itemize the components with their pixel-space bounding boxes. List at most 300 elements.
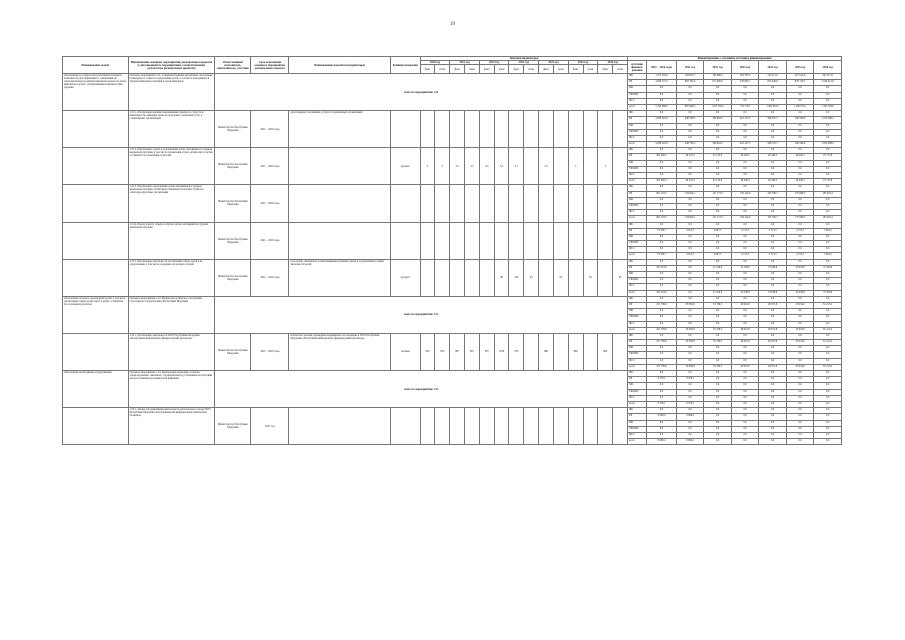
header-task: Наименование задачи (63, 57, 129, 74)
finance-source: ФБ (628, 408, 647, 414)
finance-value: 33 478,7 (647, 253, 677, 259)
finance-value: 46 523,2 (676, 179, 704, 185)
finance-source: всего (628, 290, 647, 296)
finance-value: 0,0 (786, 234, 814, 240)
finance-source: ФСС (628, 284, 647, 290)
finance-value: 0,0 (731, 408, 759, 414)
header-plan: план (524, 65, 539, 74)
finance-value: 0,0 (786, 420, 814, 426)
finance-value: 0,0 (786, 389, 814, 395)
finance-value: 81 213,2 (814, 327, 842, 333)
finance-value: 46 446,5 (731, 154, 759, 160)
finance-value: 0,0 (759, 173, 787, 179)
finance-value: 0,0 (731, 241, 759, 247)
finance-value: 961 193,7 (647, 216, 677, 222)
finance-source: ФСС (628, 210, 647, 216)
finance-value: 0,0 (731, 371, 759, 377)
finance-value: 0,0 (704, 296, 732, 302)
finance-value: 23 539,8 (731, 265, 759, 271)
finance-value: 0,0 (704, 111, 732, 117)
finance-value: 1 049 412,8 (814, 80, 842, 86)
indicator-value: 3,5 (450, 148, 465, 185)
finance-value: 0,0 (704, 222, 732, 228)
indicator-value: 3,5 (465, 148, 480, 185)
indicator-value (420, 185, 435, 222)
finance-value: 0,0 (759, 383, 787, 389)
finance-value: 4 713,3 (786, 228, 814, 234)
finance-value: 0,0 (676, 197, 704, 203)
task-cell (63, 408, 129, 445)
finance-value: 8 999,4 (676, 439, 704, 445)
finance-value: 23 934,0 (786, 302, 814, 308)
finance-value: 0,0 (704, 377, 732, 383)
finance-value: 0,0 (786, 210, 814, 216)
header-fin-year: 2021 – 2026 годы (647, 61, 677, 74)
finance-value: 0,0 (759, 389, 787, 395)
indicator-value (479, 111, 494, 148)
finance-value: 185 202,2 (814, 191, 842, 197)
finance-value: 0,0 (676, 241, 704, 247)
finance-value: 0,0 (647, 371, 677, 377)
finance-value: 961 193,7 (647, 191, 677, 197)
task-cell: Обеспечение доступной консультативной помощи и возможности для эффективного совершения ею образовательных и реабилитационных процессов детей-инвалидов и детей с ограниченными возможностями здоровья (63, 74, 129, 111)
program-table-body (63, 74, 842, 445)
task-cell: Обеспечение необходимым оборудованием (63, 371, 129, 408)
indicator-cell (289, 148, 391, 185)
finance-value: 0,0 (786, 395, 814, 401)
indicator-value: 880 (568, 333, 583, 370)
indicator-value (450, 222, 465, 259)
indicator-value: 850 (420, 333, 435, 370)
finance-value: 0,0 (704, 234, 732, 240)
finance-value: 0,0 (814, 92, 842, 98)
finance-value: 0,0 (786, 278, 814, 284)
finance-value: 0,0 (759, 284, 787, 290)
header-unit: Единица измерения (390, 57, 420, 74)
finance-value: 0,0 (759, 129, 787, 135)
indicator-value (450, 408, 465, 445)
finance-value: 0,0 (731, 401, 759, 407)
header-fin-year: 2026 год (814, 61, 842, 74)
indicator-value (539, 111, 554, 148)
finance-value: 46 910,8 (731, 364, 759, 370)
finance-source: РБ (628, 191, 647, 197)
finance-value: 0,0 (786, 222, 814, 228)
header-plan: план (613, 65, 628, 74)
executor-cell: Министерство Республики Мордовия (215, 185, 251, 222)
finance-value: 0,0 (814, 222, 842, 228)
finance-source: ФСС (628, 395, 647, 401)
measure-total-label: всего по мероприятию 1.21 (215, 74, 628, 111)
finance-value: 23 938,8 (786, 265, 814, 271)
finance-value: 0,0 (786, 185, 814, 191)
finance-value: 0,0 (704, 395, 732, 401)
finance-value: 0,0 (814, 278, 842, 284)
finance-value: 0,0 (647, 98, 677, 104)
indicator-value (479, 259, 494, 296)
indicator-value: 95 (583, 259, 598, 296)
finance-source: МБ (628, 346, 647, 352)
finance-value: 0,0 (676, 259, 704, 265)
finance-value: 227 914,6 (786, 74, 814, 80)
finance-source: ФБ (628, 185, 647, 191)
finance-value: 0,0 (704, 166, 732, 172)
finance-value: 0,0 (647, 203, 677, 209)
indicator-cell: доля граждан, получивших услуги в стационарных организациях (289, 111, 391, 148)
finance-value: 0,0 (759, 401, 787, 407)
finance-value: 251 709,8 (647, 302, 677, 308)
indicator-value (553, 111, 568, 148)
indicator-value (598, 222, 613, 259)
finance-value: 0,0 (647, 86, 677, 92)
indicator-value (568, 222, 583, 259)
finance-value: 0,0 (759, 203, 787, 209)
indicator-value: 95 (524, 259, 539, 296)
finance-value: 0,0 (814, 321, 842, 327)
indicator-value (509, 408, 524, 445)
measure-cell: 1.23.1. Здание для размещения центрального регионального склада ГБУЗ Республики Мордовия «Республиканская инфекционная клиническая больница» (128, 408, 215, 445)
finance-source: РБ (628, 265, 647, 271)
finance-value: 0,0 (814, 333, 842, 339)
finance-value: 0,0 (814, 309, 842, 315)
finance-value: 0,0 (814, 129, 842, 135)
finance-value: 692 792,6 (676, 80, 704, 86)
finance-value: 0,0 (786, 296, 814, 302)
finance-value: 0,0 (647, 426, 677, 432)
finance-value: 0,0 (676, 111, 704, 117)
finance-value: 0,0 (676, 123, 704, 129)
indicator-cell (289, 222, 391, 259)
finance-value: 0,0 (759, 333, 787, 339)
finance-value: 0,0 (786, 173, 814, 179)
finance-value: 0,0 (704, 210, 732, 216)
finance-value: 81 123,8 (704, 154, 732, 160)
indicator-value (568, 259, 583, 296)
finance-value: 0,0 (704, 358, 732, 364)
finance-source: МБ (628, 309, 647, 315)
indicator-value (524, 222, 539, 259)
task-cell (63, 259, 129, 296)
task-cell (63, 148, 129, 185)
finance-value: 0,0 (704, 401, 732, 407)
indicator-value (583, 222, 598, 259)
finance-value: 0,0 (786, 203, 814, 209)
finance-value: 817 696,0 (704, 80, 732, 86)
finance-source: МБ (628, 86, 647, 92)
finance-source: РБ (628, 154, 647, 160)
finance-value: 0,0 (786, 346, 814, 352)
finance-value: 0,0 (676, 210, 704, 216)
finance-value: 46 523,2 (676, 154, 704, 160)
finance-value: 732 778,3 (731, 104, 759, 110)
finance-value: 0,0 (647, 173, 677, 179)
indicator-value (450, 111, 465, 148)
finance-value: 1 050 088,2 (814, 117, 842, 123)
finance-value: 0,0 (814, 346, 842, 352)
indicator-value (465, 111, 480, 148)
finance-value: 26 675,8 (759, 302, 787, 308)
indicator-value: 95 (553, 259, 568, 296)
finance-value: 0,0 (786, 408, 814, 414)
finance-value: 0,0 (731, 315, 759, 321)
finance-value: 0,0 (731, 432, 759, 438)
finance-value: 0,0 (759, 296, 787, 302)
finance-value: 185 202,2 (814, 216, 842, 222)
finance-value: 0,0 (676, 203, 704, 209)
finance-value: 0,0 (786, 439, 814, 445)
finance-source: МБ (628, 234, 647, 240)
header-plan: план (435, 65, 450, 74)
finance-source: ТФОМС (628, 129, 647, 135)
indicator-value (494, 185, 509, 222)
finance-value: 0,0 (704, 148, 732, 154)
finance-value: 0,0 (731, 166, 759, 172)
unit-cell (390, 408, 420, 445)
finance-value: 0,0 (731, 426, 759, 432)
indicator-value (450, 259, 465, 296)
finance-value: 0,0 (814, 420, 842, 426)
finance-value: 251 709,8 (647, 327, 677, 333)
indicator-value: 3,7 (509, 148, 524, 185)
indicator-value: 870 (479, 333, 494, 370)
finance-value: 81 213,2 (814, 302, 842, 308)
finance-source: ТФОМС (628, 166, 647, 172)
header-plan: план (553, 65, 568, 74)
measure-cell: Основное мероприятие 1.22. Медико-биологическое обеспечение спортсменов сборных команд Республики Мордовия (128, 296, 215, 333)
finance-source: ФСС (628, 432, 647, 438)
finance-value: 0,0 (676, 432, 704, 438)
finance-value: 0,0 (731, 210, 759, 216)
finance-value: 0,0 (676, 234, 704, 240)
executor-cell: Министерство Республики Мордовия (215, 111, 251, 148)
finance-source: ФСС (628, 247, 647, 253)
finance-value: 0,0 (704, 371, 732, 377)
finance-value: 0,0 (704, 408, 732, 414)
indicator-value (553, 222, 568, 259)
finance-value: 0,0 (786, 401, 814, 407)
finance-value: 0,0 (647, 420, 677, 426)
finance-value: 0,0 (647, 432, 677, 438)
finance-value: 0,0 (704, 439, 732, 445)
indicator-value (494, 222, 509, 259)
finance-value: 0,0 (786, 315, 814, 321)
indicator-value (613, 333, 628, 370)
finance-source: ТФОМС (628, 92, 647, 98)
finance-value: 0,0 (731, 346, 759, 352)
finance-value: 0,0 (704, 197, 732, 203)
finance-value: 0,0 (759, 272, 787, 278)
finance-value: 0,0 (759, 210, 787, 216)
indicator-value (524, 148, 539, 185)
finance-source: всего (628, 327, 647, 333)
finance-value: 0,0 (814, 111, 842, 117)
finance-value: 0,0 (814, 148, 842, 154)
finance-value: 26 675,8 (759, 364, 787, 370)
finance-value: 0,0 (676, 86, 704, 92)
finance-value: 0,0 (814, 426, 842, 432)
period-cell: 2021 – 2026 годы (251, 222, 289, 259)
executor-cell: Министерство Республики Мордовия (215, 148, 251, 185)
finance-value: 0,0 (676, 92, 704, 98)
finance-value: 0,0 (647, 111, 677, 117)
finance-value: 0,0 (647, 389, 677, 395)
finance-value: 0,0 (786, 426, 814, 432)
finance-value: 0,0 (814, 401, 842, 407)
measure-cell: 1.21.1. Обеспечение жилыми помещениями граждан по старости и инвалидности, имеющих право на получение социальных услуг в стационарных организациях (128, 111, 215, 148)
finance-value: 0,0 (759, 185, 787, 191)
finance-value: 0,0 (676, 98, 704, 104)
finance-value: 1 106 074,1 (786, 104, 814, 110)
finance-value: 0,0 (647, 92, 677, 98)
finance-source: всего (628, 216, 647, 222)
finance-value: 0,0 (647, 129, 677, 135)
measure-cell: Основное мероприятие 1.23. Капитальные вложения в объекты здравоохранения, связанные с профилактикой и устранением последствий распространения коронавирусной инфекции (128, 371, 215, 408)
period-cell: 2021 – 2026 годы (251, 148, 289, 185)
finance-value: 396 664,3 (704, 142, 732, 148)
indicator-value (465, 408, 480, 445)
indicator-value (465, 185, 480, 222)
header-fact: факт (450, 65, 465, 74)
finance-value: 0,0 (647, 197, 677, 203)
finance-value: 887 848,3 (676, 104, 704, 110)
finance-value: 0,0 (676, 321, 704, 327)
finance-source: РБ (628, 228, 647, 234)
finance-value: 596 566,9 (786, 142, 814, 148)
finance-value: 0,0 (704, 321, 732, 327)
indicator-value (420, 111, 435, 148)
finance-value: 81 213,2 (814, 364, 842, 370)
finance-value: 0,0 (731, 377, 759, 383)
indicator-value (568, 111, 583, 148)
finance-value: 0,0 (759, 247, 787, 253)
finance-source: ФБ (628, 74, 647, 80)
finance-value: 147 173,3 (704, 191, 732, 197)
finance-value: 1 275 304,0 (647, 74, 677, 80)
finance-value: 0,0 (731, 197, 759, 203)
finance-value: 0,0 (759, 408, 787, 414)
finance-value: 81 123,8 (704, 179, 732, 185)
finance-value: 528 995,1 (731, 80, 759, 86)
finance-value: 0,0 (704, 278, 732, 284)
finance-value: 203 783,3 (731, 74, 759, 80)
finance-value: 46 446,5 (759, 179, 787, 185)
finance-value: 41 419,9 (704, 265, 732, 271)
finance-value: 0,0 (704, 203, 732, 209)
finance-value: 0,0 (786, 98, 814, 104)
finance-source: ФБ (628, 148, 647, 154)
indicator-value (509, 222, 524, 259)
finance-value: 0,0 (731, 123, 759, 129)
finance-value: 0,0 (786, 352, 814, 358)
indicator-value: 1030 (494, 333, 509, 370)
finance-value: 0,0 (814, 210, 842, 216)
indicator-value (568, 185, 583, 222)
finance-value: 0,0 (676, 352, 704, 358)
finance-value: 0,0 (647, 321, 677, 327)
header-year: 2024 год (539, 61, 569, 65)
finance-value: 147 173,3 (704, 216, 732, 222)
task-cell (63, 222, 129, 259)
finance-value: 0,0 (704, 185, 732, 191)
finance-value: 0,0 (704, 432, 732, 438)
indicator-value (553, 185, 568, 222)
header-measure: Наименование основных мероприятий, региональных проектов (с детализацией по мероприятиям, соответствующим результатам региональных проектов) (128, 57, 215, 74)
finance-value: 0,0 (731, 135, 759, 141)
finance-value: 0,0 (704, 135, 732, 141)
finance-source: МБ (628, 420, 647, 426)
finance-value: 872 649,9 (759, 80, 787, 86)
finance-source: ФБ (628, 296, 647, 302)
finance-value: 165 799,7 (759, 191, 787, 197)
finance-value: 0,0 (814, 383, 842, 389)
header-fact: факт (598, 65, 613, 74)
finance-source: МБ (628, 197, 647, 203)
finance-value: 4 713,3 (786, 253, 814, 259)
header-plan: план (494, 65, 509, 74)
finance-value: 0,0 (647, 296, 677, 302)
finance-value: 4 288 316,0 (647, 117, 677, 123)
period-cell: 2022 – 2026 годы (251, 259, 289, 296)
indicator-value (613, 222, 628, 259)
finance-value: 0,0 (676, 173, 704, 179)
finance-value: 0,0 (647, 166, 677, 172)
finance-value: 156 144,6 (731, 216, 759, 222)
header-fin-year: 2021 год (676, 61, 704, 74)
finance-value: 0,0 (759, 420, 787, 426)
indicator-value (479, 408, 494, 445)
finance-value: 0,0 (647, 185, 677, 191)
finance-value: 0,0 (676, 395, 704, 401)
finance-value: 212 211,6 (759, 74, 787, 80)
finance-value: 73 938,8 (759, 265, 787, 271)
finance-value: 0,0 (786, 160, 814, 166)
finance-value: 46 446,5 (786, 179, 814, 185)
finance-value: 4 915,3 (676, 253, 704, 259)
finance-value: 0,0 (786, 92, 814, 98)
header-fact: факт (568, 65, 583, 74)
executor-cell: Министерство Республики Мордовия (215, 408, 251, 445)
indicator-value (598, 408, 613, 445)
finance-value: 598 781,7 (759, 117, 787, 123)
finance-value: 46 446,5 (786, 154, 814, 160)
finance-value: 0,0 (786, 123, 814, 129)
finance-source: ТФОМС (628, 315, 647, 321)
indicator-value: 3,5 (539, 148, 554, 185)
finance-source: ТФОМС (628, 352, 647, 358)
finance-source: МБ (628, 272, 647, 278)
indicator-value (420, 222, 435, 259)
indicator-value (479, 222, 494, 259)
finance-value: 0,0 (731, 309, 759, 315)
finance-value: 23 934,0 (786, 327, 814, 333)
unit-cell: человек (390, 333, 420, 370)
finance-value: 0,0 (814, 234, 842, 240)
finance-value: 0,0 (731, 259, 759, 265)
finance-value: 0,0 (759, 346, 787, 352)
finance-source: всего (628, 439, 647, 445)
measure-cell: 1.21.3. Обеспечение оздоровления детей, находящихся в трудной жизненной ситуации, путём предоставления бесплатных путёвок в санаторно-курортные организации (128, 185, 215, 222)
indicator-value: 880 (598, 333, 613, 370)
finance-value: 0,0 (731, 420, 759, 426)
indicator-value: 880 (539, 333, 554, 370)
finance-value: 26 675,8 (759, 327, 787, 333)
finance-value: 0,0 (731, 439, 759, 445)
finance-value: 73 938,8 (759, 290, 787, 296)
finance-value: 35 958,8 (676, 340, 704, 346)
finance-value: 0,0 (647, 284, 677, 290)
finance-value: 0,0 (814, 395, 842, 401)
finance-value: 0,0 (731, 272, 759, 278)
